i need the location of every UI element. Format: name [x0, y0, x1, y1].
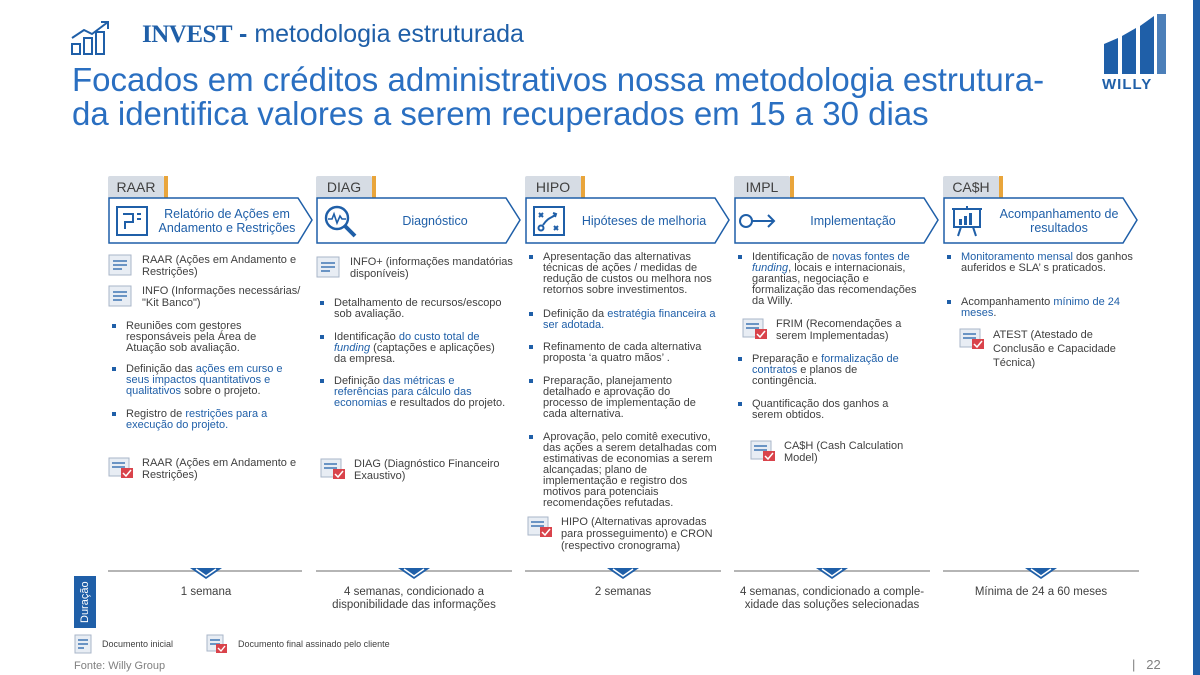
list-item: Apresentação das alternativas técnicas de ações / medidas de redução de custos ou melhora nos retornos sobre investimentos. — [529, 252, 719, 296]
list-item: Definição das ações em curso e seus impactos quantitativos e qualitativos sobre o projeto. — [112, 364, 298, 397]
chevron-down-icon — [398, 568, 430, 580]
phase-diag — [316, 176, 522, 616]
duration-label: Duração — [74, 576, 96, 628]
document-final-signed-icon — [320, 458, 346, 480]
document-final-signed-icon — [206, 634, 228, 654]
list-item: Monitoramento mensal dos ganhos auferidos e SLA’ s praticados. — [947, 252, 1137, 274]
duration-value: Mínima de 24 a 60 meses — [974, 586, 1108, 598]
page-number: | 22 — [1132, 657, 1161, 672]
list-item: Definição da estratégia financeira a ser adotada. — [529, 309, 719, 331]
list-item: Quantificação dos ganhos a serem obtidos. — [738, 399, 910, 421]
list-item: Preparação e formalização de contratos e planos de contingência. — [738, 354, 918, 387]
list-item: Preparação, planejamento detalhado e aprovação do processo de implementação de cada alternativa. — [529, 376, 709, 420]
presentation-chart-icon — [949, 204, 985, 238]
phase-impl — [734, 176, 940, 616]
source-note: Fonte: Willy Group — [74, 660, 166, 672]
section-kicker: INVEST - metodologia estruturada — [142, 20, 524, 48]
chevron-down-icon — [607, 568, 639, 580]
phase-label: Acompanhamento de resultados — [999, 207, 1119, 235]
document-final-signed-icon — [527, 516, 553, 538]
phase-label: Hipóteses de melhoria — [581, 214, 707, 228]
list-item: Refinamento de cada alternativa proposta ‘a quatro mãos’ . — [529, 342, 709, 364]
chevron-down-icon — [1025, 568, 1057, 580]
phase-tab: CA$H — [943, 176, 999, 198]
phase-label: Implementação — [810, 214, 896, 228]
phase-raar — [108, 176, 314, 616]
doc-initial: RAAR (Ações em Andamento e Restrições) — [108, 254, 308, 278]
chevron-down-icon — [816, 568, 848, 580]
magnifier-pulse-icon — [322, 204, 358, 238]
document-final-signed-icon — [108, 457, 134, 479]
document-initial-icon — [74, 634, 92, 654]
list-item: Detalhamento de recursos/escopo sob avaliação. — [320, 298, 506, 320]
list-item: Acompanhamento mínimo de 24 meses. — [947, 297, 1137, 319]
report-icon — [114, 204, 150, 238]
legend-initial: Documento inicial — [74, 634, 173, 654]
doc-initial: INFO (Informações necessárias/ "Kit Banco") — [108, 285, 308, 309]
bar-chart-growth-icon — [70, 20, 114, 56]
right-accent-bar — [1193, 0, 1200, 675]
doc-final: CA$H (Cash Calculation Model) — [750, 440, 930, 464]
doc-final: ATEST (Atestado de Conclusão e Capacidade Técnica) — [959, 328, 1131, 370]
list-item: Registro de restrições para a execução do projeto. — [112, 409, 298, 431]
document-initial-icon — [316, 256, 342, 278]
doc-final: DIAG (Diagnóstico Financeiro Exaustivo) — [320, 458, 516, 482]
page-title: Focados em créditos administrativos nossa metodologia estrutura- da identifica valores a serem recuperados em 15 a 30 dias — [72, 61, 1045, 132]
duration-value: 2 semanas — [594, 586, 652, 598]
phase-tab: HIPO — [525, 176, 581, 198]
doc-final: HIPO (Alternativas aprovadas para prosseguimento) e CRON (respectivo cronograma) — [527, 516, 727, 552]
phase-label: Relatório de Ações em Andamento e Restrições — [158, 207, 296, 235]
willy-logo-icon — [1100, 14, 1168, 76]
phase-cash — [943, 176, 1149, 616]
strategy-board-icon — [531, 204, 567, 238]
duration-value: 1 semana — [180, 586, 232, 598]
doc-initial: INFO+ (informações mandatórias disponíveis) — [316, 256, 516, 280]
doc-final: RAAR (Ações em Andamento e Restrições) — [108, 457, 308, 481]
phase-tab: IMPL — [734, 176, 790, 198]
list-item: Reuniões com gestores responsáveis pela Área de Atuação sob avaliação. — [112, 321, 298, 354]
logo-text: WILLY — [1102, 76, 1153, 93]
duration-value: 4 semanas, condicionado a comple-xidade das soluções selecionadas — [739, 586, 925, 611]
phase-tab: RAAR — [108, 176, 164, 198]
arrow-circle-icon — [736, 204, 780, 238]
list-item: Definição das métricas e referências para cálculo das economias e resultados do projeto. — [320, 376, 506, 409]
document-initial-icon — [108, 254, 134, 276]
list-item: Aprovação, pelo comitê executivo, das ações a serem detalhadas com estimativas de economias a serem alcançadas; plano de implementação e registro dos motivos para potenciais recomendações refutadas. — [529, 432, 719, 509]
document-final-signed-icon — [750, 440, 776, 462]
list-item: Identificação do custo total de funding (captações e aplicações) da empresa. — [320, 332, 510, 365]
list-item: Identificação de novas fontes de funding, locais e internacionais, garantias, negociação e formalização das recomendações da Willy. — [738, 252, 928, 307]
legend-final: Documento final assinado pelo cliente — [206, 634, 390, 654]
phase-tab: DIAG — [316, 176, 372, 198]
document-initial-icon — [108, 285, 134, 307]
document-final-signed-icon — [742, 318, 768, 340]
doc-final: FRIM (Recomendações a serem Implementadas) — [742, 318, 932, 342]
duration-value: 4 semanas, condicionado a disponibilidade das informações — [332, 586, 496, 611]
phase-hipo — [525, 176, 731, 616]
chevron-down-icon — [190, 568, 222, 580]
document-final-signed-icon — [959, 328, 985, 350]
phase-label: Diagnóstico — [402, 214, 468, 228]
